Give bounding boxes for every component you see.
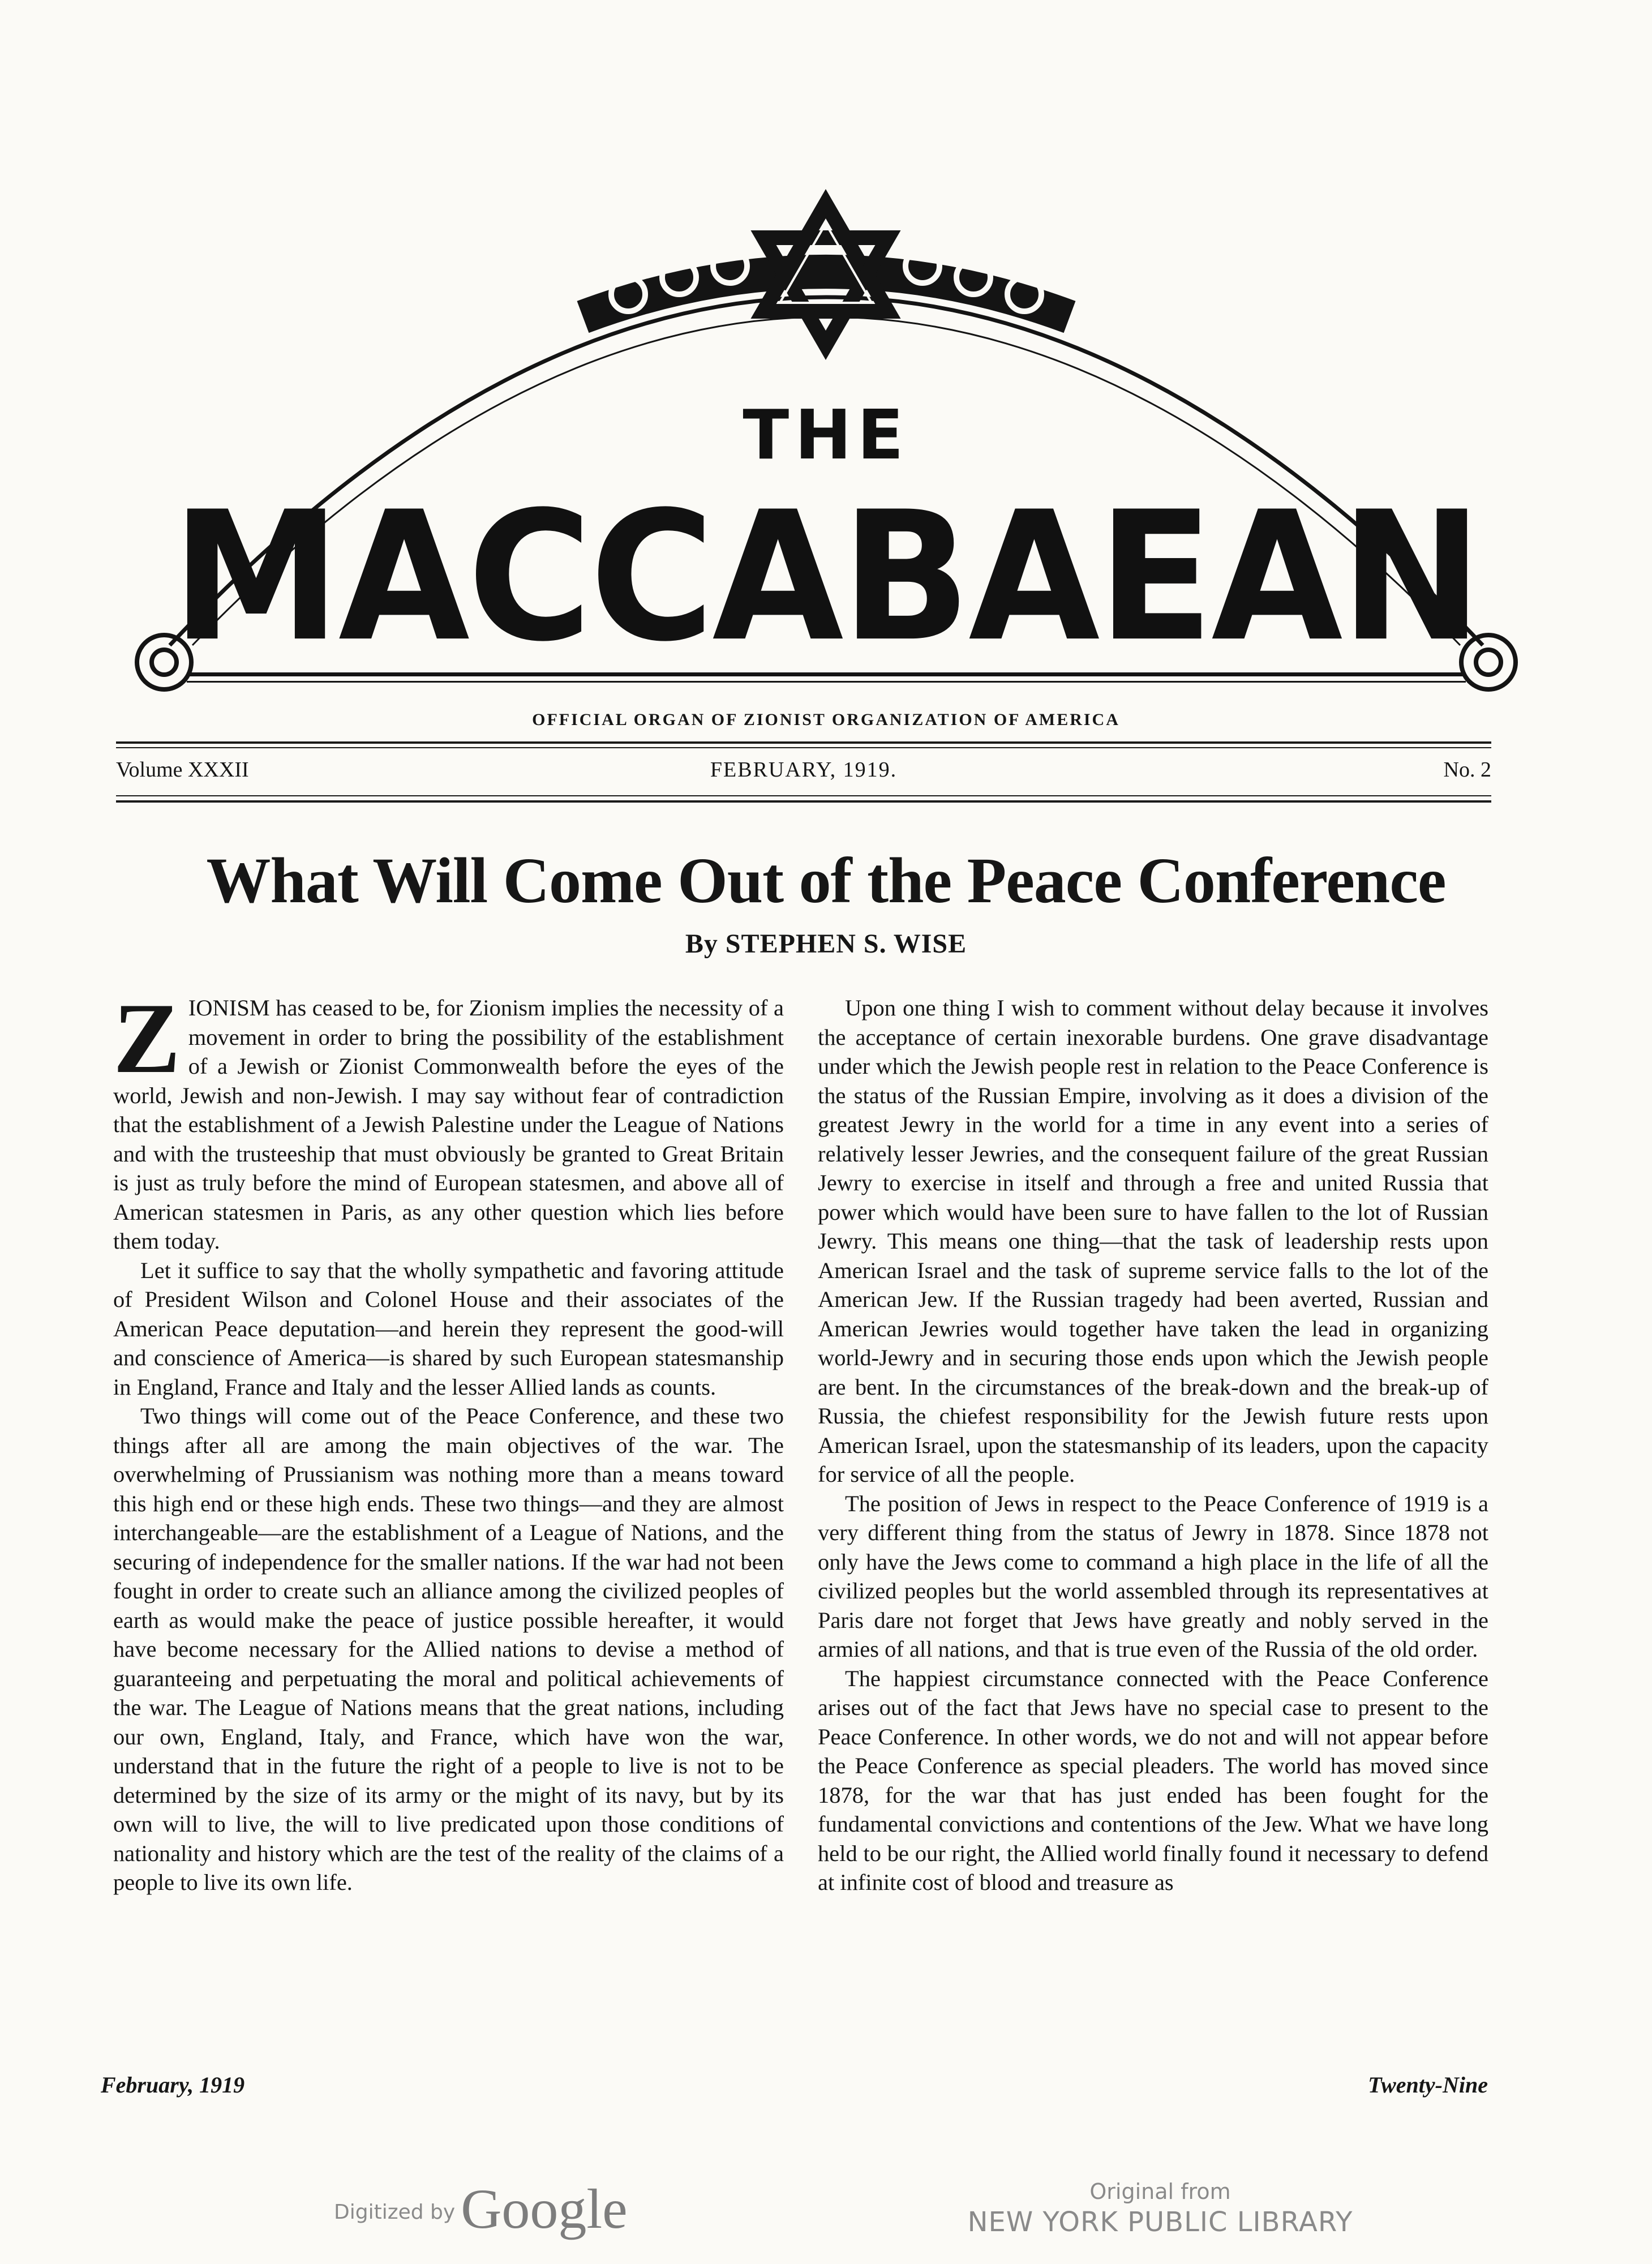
issue-info-row (116, 757, 1491, 791)
paragraph: Let it suffice to say that the wholly sympathetic and favoring attitude of President Wilson and Colonel House and their associates of the American Peace deputation—and herein they represent the good-will and conscience of America—is shared by such European statesmanship in England, France and Italy and the lesser Allied lands as counts. (113, 1257, 784, 1400)
header-rule-bottom-thin (116, 795, 1491, 796)
paragraph: Two things will come out of the Peace Conference, and these two things after all are among the main objectives of the war. The overwhelming of Prussianism was nothing more than a means toward this high end or these high ends. These two things—and they are almost interchangeable—are the establishment of a League of Nations, and the securing of independence for the smaller nations. If the war had not been fought in order to create such an alliance among the civilized peoples of earth as would make the peace of justice possible hereafter, it would have become necessary for the Allied nations to devise a method of guaranteeing and perpetuating the moral and political achievements of the war. The League of Nations means that the great nations, including our own, England, Italy, and France, which have won the war, understand that in the future the right of a people to live is not to be determined by the size of its army or the might of its navy, but by its own will to live, the will to live predicated upon those conditions of nationality and history which are the test of the reality of the claims of a people to live its own life. (113, 1403, 784, 1895)
masthead-the: THE (743, 396, 909, 475)
footer-page-number: Twenty-Nine (1368, 2072, 1488, 2098)
paragraph: ZIONISM has ceased to be, for Zionism implies the necessity of a movement in order to bring the possibility of the establishment of a Jewish or Zionist Commonwealth before the eyes of the world, Jewish and non-Jewish. I may say without fear of contradiction that the establishment of a Jewish Palestine under the League of Nations and with the trusteeship that must obviously be granted to Great Britain is just as truly before the mind of European statesmen, and above all of American statesmen in Paris, as any other question which lies before them today. (113, 993, 784, 1254)
paragraph: Upon one thing I wish to comment without delay because it involves the acceptance of certain inexorable burdens. One grave disadvantage under which the Jewish people rest in relation to the Peace Conference is the status of the Russian Empire, involving as it does a division of the greatest Jewry in the world for a time in any event into a series of relatively lesser Jewries, and the consequent failure of the great Russian Jewry to exercise in itself and through a free and united Russia that power which would have been sure to have fallen to the lot of Russian Jewry. This means one thing—that the task of leadership rests upon American Israel and the task of supreme service falls to the lot of the American Jew. If the Russian tragedy had been averted, Russian and American Jewries would together have taken the lead in organizing world-Jewry and in securing those ends upon which the Jewish people are bent. In the circumstances of the break-down and the break-up of Russia, the chiefest responsibility for the Jewish future rests upon American Israel, upon the statesmanship of its leaders, upon the capacity for service of all the people. (818, 995, 1488, 1487)
article-byline: By STEPHEN S. WISE (685, 929, 967, 959)
header-rule-top-thin (116, 747, 1491, 748)
header-rule-top (116, 741, 1491, 744)
article-column-right (818, 993, 1488, 2103)
digitized-watermark (334, 2176, 628, 2241)
google-logo: Google (461, 2177, 628, 2240)
issue-date: FEBRUARY, 1919. (710, 758, 898, 782)
drop-cap: Z (113, 993, 181, 1094)
paragraph: The happiest circumstance connected with the Peace Conference arises out of the fact that Jews have no special case to present to the Peace Conference. In other words, we do not and will not appear before the Peace Conference as special pleaders. The world has moved since 1878, for the war that has just ended has been fought for the fundamental convictions and contentions of the Jew. What we have long held to be our right, the Allied world finally found it necessary to defend at infinite cost of blood and treasure as (818, 1665, 1488, 1895)
issue-number: No. 2 (1443, 758, 1491, 782)
header-rule-bottom (116, 800, 1491, 803)
masthead-title: MACCABAEAN (171, 473, 1481, 681)
digitized-by-text: Digitized by (334, 2201, 456, 2224)
footer-date: February, 1919 (101, 2072, 245, 2098)
original-from-text: Original from (1089, 2179, 1231, 2204)
volume-label: Volume XXXII (116, 758, 249, 782)
official-organ-line: OFFICIAL ORGAN OF ZIONIST ORGANIZATION OF AMERICA (532, 710, 1120, 729)
library-name: NEW YORK PUBLIC LIBRARY (967, 2206, 1353, 2238)
library-watermark (962, 2179, 1358, 2238)
paragraph: The position of Jews in respect to the Peace Conference of 1919 is a very different thing from the status of Jewry in 1878. Since 1878 not only have the Jews come to command a high place in the life of all the civilized peoples but the world assembled through its representatives at Paris dare not forget that Jews have greatly and nobly served in the armies of all nations, and that is true even of the Russia of the old order. (818, 1490, 1488, 1662)
article-title: What Will Come Out of the Peace Conference (206, 844, 1446, 916)
article-column-left (113, 993, 784, 2103)
